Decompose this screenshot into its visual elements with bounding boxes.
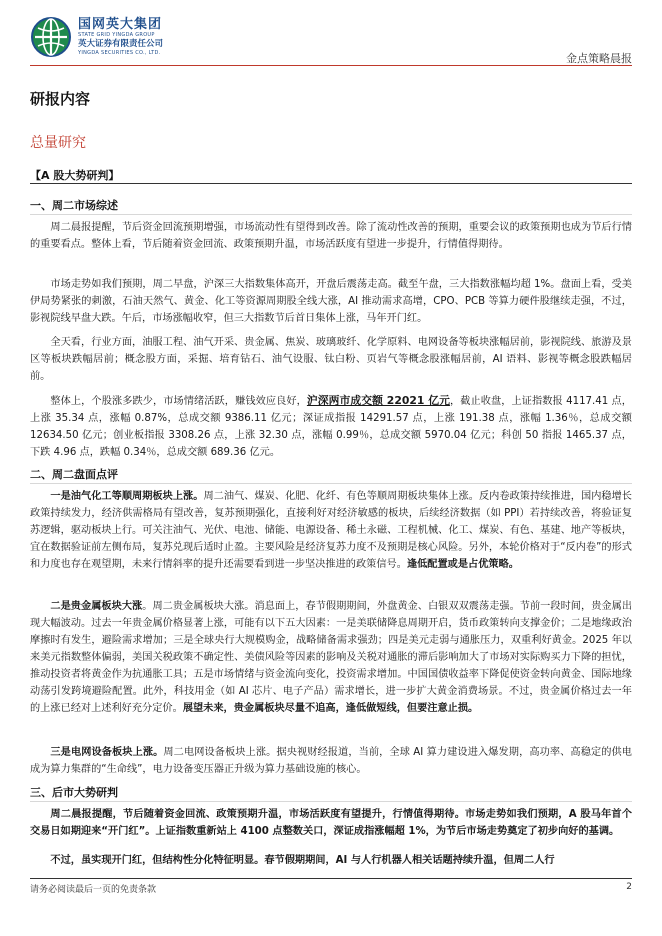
page-header bbox=[30, 14, 632, 66]
company-logo-text bbox=[78, 18, 163, 57]
paragraph-grid-equipment bbox=[30, 744, 632, 778]
paragraph-cyclical-sector bbox=[30, 488, 632, 573]
heading-divider bbox=[30, 214, 632, 215]
strategy-sentence: 展望未来，贵金属板块尽量不追高，逢低做短线，但要注意止损。 bbox=[182, 703, 479, 714]
subsection-title: 总量研究 bbox=[30, 135, 86, 151]
text-segment: 。周二贵金属板块大涨。消息面上，春节假期期间，外盘黄金、白银双双震荡走强。节前一段时间，贵金属出现大幅波动。过去一年贵金属价格显著上涨，可能有以下五大因素：一是美联储降息周期开启，货币政策转向支撑金价；二是地缘政治摩擦时有发生，避险需求增加；三是全球央行大规模购金，战略储备需求强劲；四是美元走弱与通胀压力，双重利好黄金。2025 年以来美元指数整体偏弱，美国关税政策不确定性、美债风险等因素的影响及关税对通胀的滞后影响加大了市场对实际购买力下降的担忧，推动投资者将黄金作为抗通胀工具；五是市场情绪与资金流向变化，投资需求增加。中国国债收益率下降促使资金转向黄金、国际地缘动荡引发跨境避险配置。此外，科技用金（如 AI 芯片、电子产品）需求增长，进一步扩大黄金消费场景。不过，贵金属价格过去一年的上涨已经对上述利好充分定价。 bbox=[30, 601, 633, 714]
paragraph-market-review-2: 市场走势如我们预期，周二早盘，沪深三大指数集体高开，开盘后震荡走高。截至午盘，三大指数涨幅均超 1%。盘面上看，受美伊局势紧张的刺激，石油天然气、黄金、化工等资源周期股全线大涨，AI 推动需求高增，CPO、PCB 等算力硬件股继续走强，不过，影视院线早盘大跌。午后，市场涨幅收窄，但三大指数节后首日集体上涨，马年开门红。 bbox=[30, 279, 632, 324]
footer-divider bbox=[30, 878, 632, 879]
topic-divider bbox=[30, 183, 632, 184]
heading-market-commentary: 二、周二盘面点评 bbox=[30, 468, 118, 481]
footer-disclaimer: 请务必阅读最后一页的免责条款 bbox=[30, 885, 157, 895]
heading-divider bbox=[30, 483, 632, 484]
header-divider bbox=[30, 65, 632, 66]
paragraph-outlook-1: 周二晨报提醒，节后随着资金回流、政策预期升温，市场活跃度有望提升，行情值得期待。市场走势如我们预期，A 股马年首个交易日如期迎来“开门红”。上证指数重新站上 4100 点整数关口，深证成指涨幅超 1%，为节后市场走势奠定了初步向好的基调。 bbox=[30, 809, 632, 837]
logo-company-en: YINGDA SECURITIES CO., LTD. bbox=[78, 50, 161, 56]
paragraph-outlook-2: 不过，虽实现开门红，但结构性分化特征明显。春节假期期间，AI 与人行机器人相关话题持续升温，但周二人行 bbox=[50, 855, 555, 866]
logo-group-cn: 国网英大集团 bbox=[78, 17, 163, 32]
logo-company-cn: 英大证券有限责任公司 bbox=[78, 39, 164, 49]
paragraph-precious-metals bbox=[30, 598, 632, 717]
lead-sentence: 二是贵金属板块大涨 bbox=[50, 601, 143, 612]
section-title: 研报内容 bbox=[30, 90, 91, 108]
logo-group-en: STATE GRID YINGDA GROUP bbox=[78, 32, 155, 38]
heading-divider bbox=[30, 801, 632, 802]
text-segment: 周二电网设备板块上涨。据央视财经报道，当前，全球 AI 算力建设进入爆发期，高功率、高稳定的供电成为算力集群的“生命线”，电力设备变压器正升级为算力基础设施的核心。 bbox=[30, 747, 632, 775]
text-segment: 整体上，个股涨多跌少，市场情绪活跃，赚钱效应良好， bbox=[50, 396, 307, 407]
text-segment: 周二油气、煤炭、化肥、化纤、有色等顺周期板块集体上涨。反内卷政策持续推进，国内稳增长政策持续发力，经济供需格局有望改善，复苏预期强化，直接利好对经济敏感的板块，后续经济数据（如 PPI）若持续改善，将验证复苏逻辑，驱动板块上行。可关注油气、光伏、电池、储能、电源设备、稀土永磁、工程机械、化工、煤炭、有色、基建、地产等板块，宜在数据验证前左侧布局，复苏兑现后适时止盈。主要风险是经济复苏力度不及预期是核心风险。另外，本轮价格对于“反内卷”的形式和力度也存在观望期，未来行情斜率的提升还需要看到进一步坚决推进的政策信号。 bbox=[30, 491, 632, 570]
topic-title: 【A 股大势研判】 bbox=[30, 169, 120, 182]
heading-market-review: 一、周二市场综述 bbox=[30, 199, 118, 212]
turnover-highlight: 沪深两市成交额 22021 亿元 bbox=[306, 394, 450, 407]
paragraph-market-review-4 bbox=[30, 392, 632, 461]
state-grid-logo-icon bbox=[30, 16, 72, 58]
strategy-sentence: 逢低配置或是占优策略。 bbox=[406, 559, 519, 570]
lead-sentence: 一是油气化工等顺周期板块上涨。 bbox=[50, 491, 204, 502]
paragraph-market-review-3: 全天看，行业方面，油服工程、油气开采、贵金属、焦炭、玻璃玻纤、化学原料、电网设备等板块涨幅居前，影视院线、旅游及景区等板块跌幅居前；概念股方面，采掘、培育钻石、油气设服、钛白粉、页岩气等概念股涨幅居前，AI 语料、影视等概念股跌幅居前。 bbox=[30, 337, 632, 382]
text-segment: ，截止收盘，上证指数报 4117.41 点，上涨 35.34 点，涨幅 0.87%，总成交额 9386.11 亿元；深证成指报 14291.57 点，上涨 191.38 点，涨幅 1.36％，总成交额 12634.50 亿元；创业板指报 3308.26 点，上涨 32.30 点，涨幅 0.99％，总成交额 5970.04 亿元；科创 50 指报 1465.37 点，下跌 4.96 点，跌幅 0.34％，总成交额 689.36 亿元。 bbox=[30, 396, 632, 458]
heading-outlook: 三、后市大势研判 bbox=[30, 786, 118, 799]
paragraph-market-review-1: 周二晨报提醒，节后资金回流预期增强，市场流动性有望得到改善。除了流动性改善的预期，重要会议的政策预期也成为节后行情的重要看点。整体上看，节后随着资金回流、政策预期升温，市场活跃度有望进一步提升，行情值得期待。 bbox=[30, 222, 632, 250]
report-name: 金点策略晨报 bbox=[566, 52, 632, 65]
lead-sentence: 三是电网设备板块上涨。 bbox=[50, 747, 164, 758]
page-number: 2 bbox=[626, 882, 632, 892]
